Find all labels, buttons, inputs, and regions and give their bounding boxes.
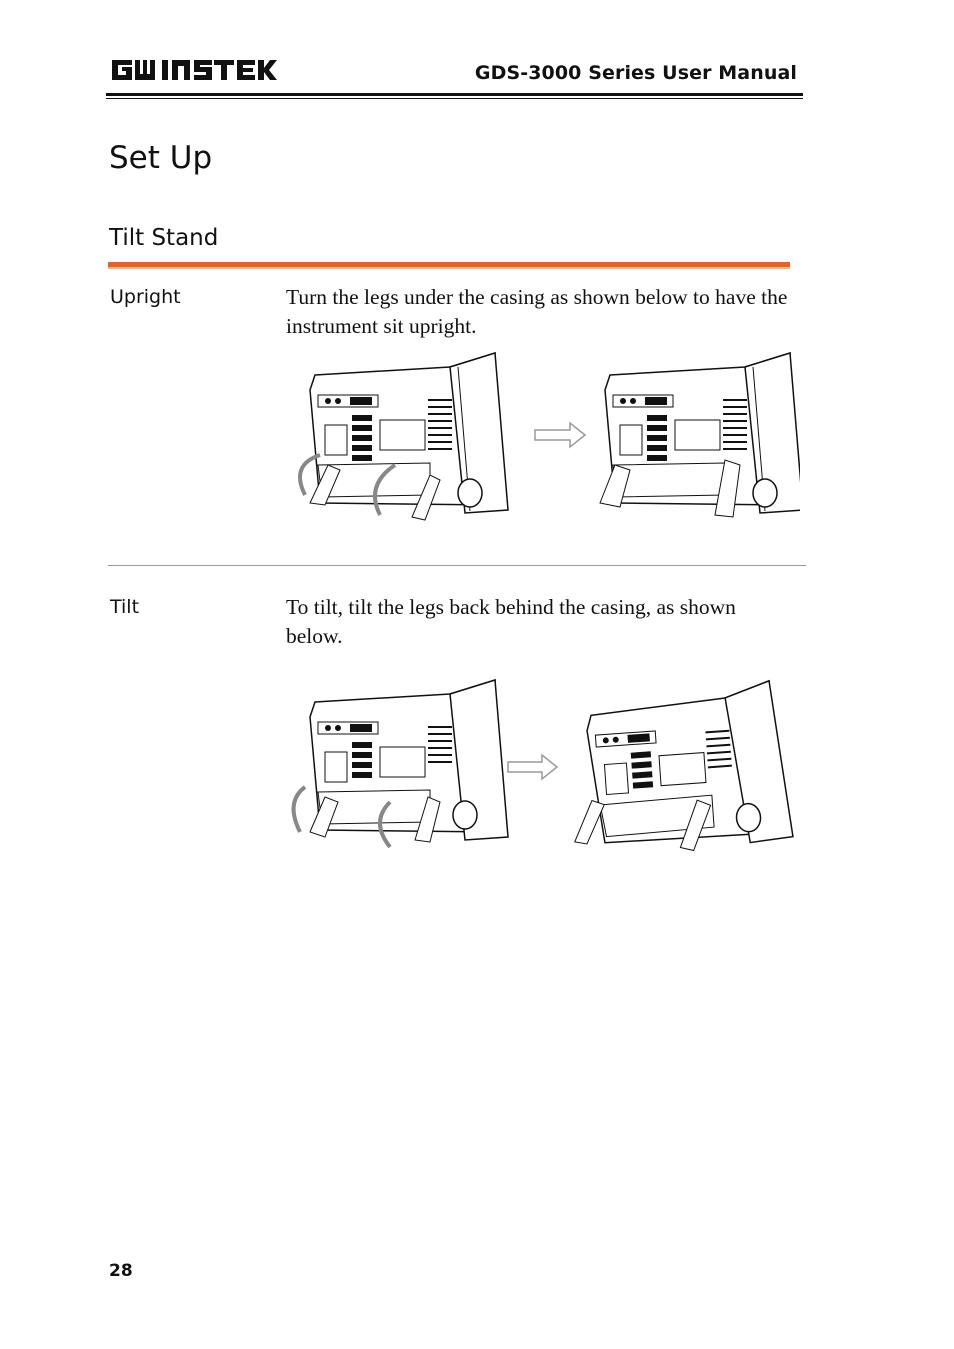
manual-title: GDS-3000 Series User Manual	[474, 62, 797, 84]
section-rule	[108, 262, 790, 267]
gw-instek-logo	[110, 56, 278, 82]
section-title: Tilt Stand	[109, 225, 219, 251]
tilt-figure	[280, 672, 800, 857]
item-text-upright: Turn the legs under the casing as shown below to have the instrument sit upright.	[286, 285, 788, 338]
page-title: Set Up	[109, 140, 213, 176]
item-text-tilt: To tilt, tilt the legs back behind the casing, as shown below.	[286, 595, 736, 648]
header-rule-thin	[106, 98, 803, 99]
page-number: 28	[109, 1261, 133, 1281]
item-divider	[108, 565, 806, 566]
header-rule	[106, 93, 803, 96]
upright-figure	[280, 345, 800, 525]
item-label-upright: Upright	[110, 286, 181, 308]
item-label-tilt: Tilt	[110, 596, 140, 618]
